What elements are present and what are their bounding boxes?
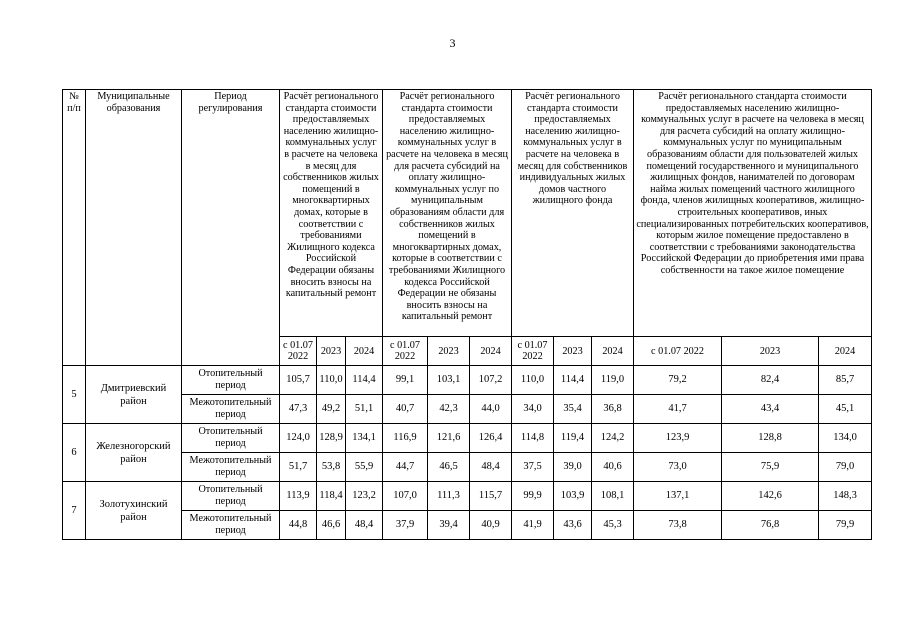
value-cell: 44,0 xyxy=(470,395,512,424)
period-label: Отопительный период xyxy=(182,424,280,453)
value-cell: 39,4 xyxy=(428,511,470,540)
value-cell: 115,7 xyxy=(470,482,512,511)
value-cell: 142,6 xyxy=(722,482,819,511)
value-cell: 110,0 xyxy=(512,366,554,395)
value-cell: 99,1 xyxy=(383,366,428,395)
table-body xyxy=(63,366,872,540)
value-cell: 35,4 xyxy=(554,395,592,424)
value-cell: 107,0 xyxy=(383,482,428,511)
value-cell: 134,1 xyxy=(346,424,383,453)
value-cell: 42,3 xyxy=(428,395,470,424)
value-cell: 114,8 xyxy=(512,424,554,453)
col-header-period: Период регулирования xyxy=(182,90,280,366)
table-row xyxy=(63,482,872,511)
period-label: Межотопительный период xyxy=(182,511,280,540)
value-cell: 49,2 xyxy=(317,395,346,424)
header-row xyxy=(63,90,872,337)
value-cell: 116,9 xyxy=(383,424,428,453)
subheader-2023: 2023 xyxy=(428,337,470,366)
value-cell: 108,1 xyxy=(592,482,634,511)
value-cell: 134,0 xyxy=(819,424,872,453)
period-label: Отопительный период xyxy=(182,366,280,395)
value-cell: 126,4 xyxy=(470,424,512,453)
value-cell: 46,6 xyxy=(317,511,346,540)
value-cell: 44,7 xyxy=(383,453,428,482)
value-cell: 47,3 xyxy=(280,395,317,424)
col-group-header-2: Расчёт регионального стандарта стоимости предоставляемых населению жилищно-коммунальных услуг в расчете на человека в месяц для расчета субсидий на оплату жилищно-коммунальных услуг по муниципальным образованиям области для собственников жилых помещений в многоквартирных домах, которые в соответствии с требованиями Жилищного кодекса Российской Федерации не обязаны вносить взносы на капитальный ремонт xyxy=(383,90,512,337)
subheader-2024: 2024 xyxy=(346,337,383,366)
table-row xyxy=(63,453,872,482)
regional-standard-table xyxy=(62,89,872,540)
value-cell: 114,4 xyxy=(346,366,383,395)
value-cell: 48,4 xyxy=(346,511,383,540)
value-cell: 123,2 xyxy=(346,482,383,511)
district-name: Железногорский район xyxy=(86,424,182,482)
value-cell: 40,6 xyxy=(592,453,634,482)
value-cell: 40,9 xyxy=(470,511,512,540)
page-number: 3 xyxy=(449,36,456,50)
value-cell: 79,9 xyxy=(819,511,872,540)
col-group-header-4: Расчёт регионального стандарта стоимости предоставляемых населению жилищно-коммунальных услуг в расчете на человека в месяц для расчета субсидий на оплату жилищно-коммунальных услуг по муниципальным образованиям области для пользователей жилых помещений государственного и муниципального жилищных фондов, нанимателей по договорам найма жилых помещений частного жилищного фонда, членов жилищных кооперативов, жилищно-строительных кооперативов, иных специализированных потребительских кооперативов, которым жилое помещение предоставлено в соответствии с требованиями законодательства Российской Федерации до приобретения ими права собственности на такое жилое помещение xyxy=(634,90,872,337)
value-cell: 124,0 xyxy=(280,424,317,453)
district-name: Золотухинский район xyxy=(86,482,182,540)
value-cell: 113,9 xyxy=(280,482,317,511)
period-label: Межотопительный период xyxy=(182,453,280,482)
table-row xyxy=(63,424,872,453)
value-cell: 124,2 xyxy=(592,424,634,453)
value-cell: 79,2 xyxy=(634,366,722,395)
value-cell: 75,9 xyxy=(722,453,819,482)
row-number: 6 xyxy=(63,424,86,482)
value-cell: 123,9 xyxy=(634,424,722,453)
value-cell: 73,0 xyxy=(634,453,722,482)
row-number: 7 xyxy=(63,482,86,540)
value-cell: 111,3 xyxy=(428,482,470,511)
value-cell: 37,9 xyxy=(383,511,428,540)
value-cell: 37,5 xyxy=(512,453,554,482)
value-cell: 103,9 xyxy=(554,482,592,511)
subheader-2023: 2023 xyxy=(722,337,819,366)
col-header-num: № п/п xyxy=(63,90,86,366)
value-cell: 121,6 xyxy=(428,424,470,453)
table-row xyxy=(63,511,872,540)
subheader-first: с 01.07 2022 xyxy=(634,337,722,366)
value-cell: 82,4 xyxy=(722,366,819,395)
subheader-2024: 2024 xyxy=(592,337,634,366)
col-group-header-1: Расчёт регионального стандарта стоимости предоставляемых населению жилищно-коммунальных услуг в расчете на человека в месяц для собственников жилых помещений в многоквартирных домах, которые в соответствии с требованиями Жилищного кодекса Российской Федерации обязаны вносить взносы на капитальный ремонт xyxy=(280,90,383,337)
value-cell: 107,2 xyxy=(470,366,512,395)
value-cell: 48,4 xyxy=(470,453,512,482)
value-cell: 43,4 xyxy=(722,395,819,424)
value-cell: 53,8 xyxy=(317,453,346,482)
subheader-2024: 2024 xyxy=(470,337,512,366)
value-cell: 73,8 xyxy=(634,511,722,540)
value-cell: 103,1 xyxy=(428,366,470,395)
subheader-first: с 01.07 2022 xyxy=(383,337,428,366)
value-cell: 119,0 xyxy=(592,366,634,395)
table-row xyxy=(63,395,872,424)
value-cell: 46,5 xyxy=(428,453,470,482)
value-cell: 128,9 xyxy=(317,424,346,453)
value-cell: 41,7 xyxy=(634,395,722,424)
value-cell: 137,1 xyxy=(634,482,722,511)
value-cell: 119,4 xyxy=(554,424,592,453)
value-cell: 128,8 xyxy=(722,424,819,453)
value-cell: 148,3 xyxy=(819,482,872,511)
value-cell: 45,1 xyxy=(819,395,872,424)
col-header-municipality: Муниципальные образования xyxy=(86,90,182,366)
value-cell: 79,0 xyxy=(819,453,872,482)
period-label: Межотопительный период xyxy=(182,395,280,424)
value-cell: 39,0 xyxy=(554,453,592,482)
value-cell: 44,8 xyxy=(280,511,317,540)
value-cell: 36,8 xyxy=(592,395,634,424)
value-cell: 99,9 xyxy=(512,482,554,511)
value-cell: 40,7 xyxy=(383,395,428,424)
value-cell: 85,7 xyxy=(819,366,872,395)
value-cell: 55,9 xyxy=(346,453,383,482)
subheader-first: с 01.07 2022 xyxy=(280,337,317,366)
value-cell: 45,3 xyxy=(592,511,634,540)
col-group-header-3: Расчёт регионального стандарта стоимости предоставляемых населению жилищно-коммунальных услуг в расчете на человека в месяц для собственников индивидуальных жилых домов частного жилищного фонда xyxy=(512,90,634,337)
value-cell: 114,4 xyxy=(554,366,592,395)
district-name: Дмитриевский район xyxy=(86,366,182,424)
value-cell: 118,4 xyxy=(317,482,346,511)
period-label: Отопительный период xyxy=(182,482,280,511)
subheader-2023: 2023 xyxy=(317,337,346,366)
value-cell: 51,1 xyxy=(346,395,383,424)
value-cell: 76,8 xyxy=(722,511,819,540)
value-cell: 51,7 xyxy=(280,453,317,482)
value-cell: 41,9 xyxy=(512,511,554,540)
subheader-2024: 2024 xyxy=(819,337,872,366)
subheader-first: с 01.07 2022 xyxy=(512,337,554,366)
value-cell: 34,0 xyxy=(512,395,554,424)
value-cell: 110,0 xyxy=(317,366,346,395)
value-cell: 105,7 xyxy=(280,366,317,395)
row-number: 5 xyxy=(63,366,86,424)
subheader-2023: 2023 xyxy=(554,337,592,366)
value-cell: 43,6 xyxy=(554,511,592,540)
table-row xyxy=(63,366,872,395)
